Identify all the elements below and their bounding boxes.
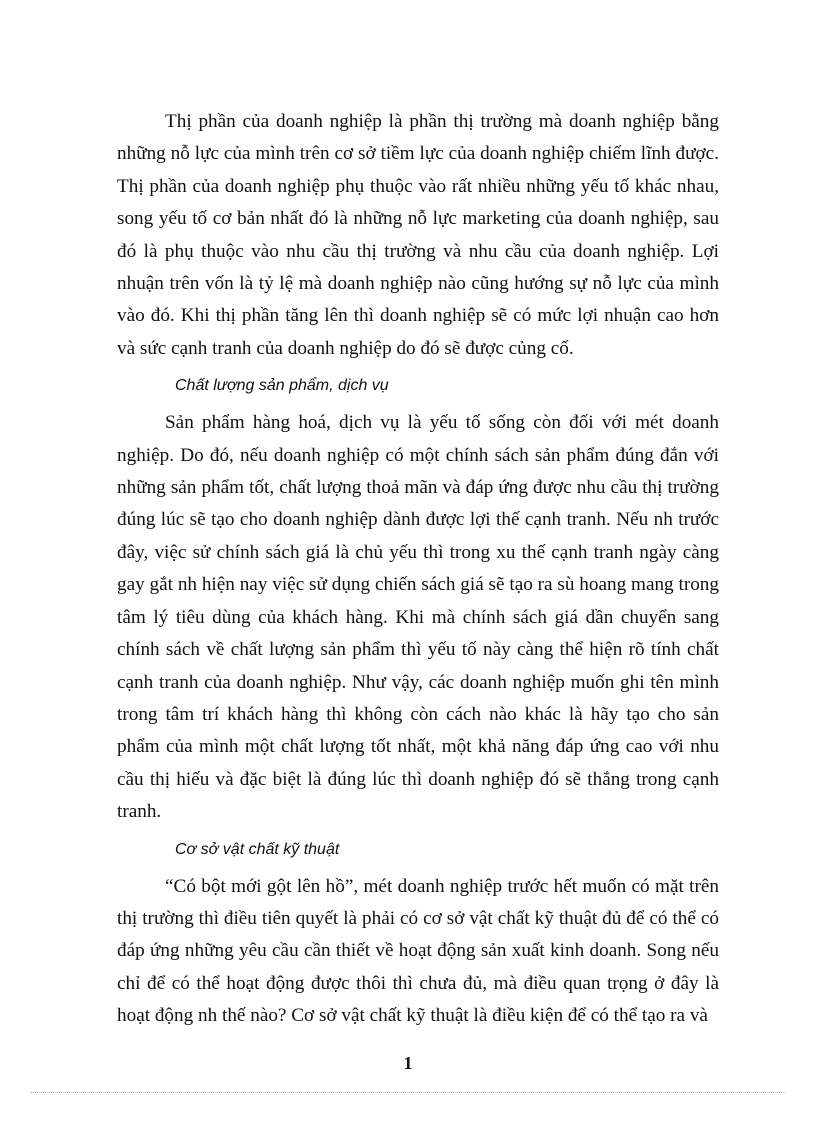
paragraph-technical-facilities: “Có bột mới gột lên hồ”, mét doanh nghiệp trước hết muốn có mặt trên thị trường thì điều tiên quyết là phải có cơ sở vật chất kỹ thuật đủ để có thể có đáp ứng những yêu cầu cần thiết về hoạt động sản xuất kinh doanh. Song nếu chỉ để có thể hoạt động được thôi thì chưa đủ, mà điều quan trọng ở đây là hoạt động nh thế nào? Cơ sở vật chất kỹ thuật là điều kiện để có thể tạo ra và xyxy=(117,875,719,1027)
paragraph-product-quality: Sản phẩm hàng hoá, dịch vụ là yếu tố sống còn đối với mét doanh nghiệp. Do đó, nếu doanh nghiệp có một chính sách sản phẩm đúng đắn với những sản phẩm tốt, chất lượng thoả mãn và đáp ứng được nhu cầu thị trường đúng lúc sẽ tạo cho doanh nghiệp dành được lợi thế cạnh tranh. Nếu nh trước đây, việc sử chính sách giá là chủ yếu thì trong xu thế cạnh tranh ngày càng gay gắt nh hiện nay việc sử dụng chiến sách giá sẽ tạo ra sù hoang mang trong tâm lý tiêu dùng của khách hàng. Khi mà chính sách giá dần chuyển sang chính sách về chất lượng sản phẩm thì yếu tố này càng thể hiện rõ tính chất cạnh tranh của doanh nghiệp. Như vậy, các doanh nghiệp muốn ghi tên mình trong tâm trí khách hàng thì không còn cách nào khác là hãy tạo cho sản phẩm của mình một chất lượng tốt nhất, một khả năng đáp ứng cao với nhu cầu thị hiếu và đặc biệt là đúng lúc thì doanh nghiệp đó sẽ thắng trong cạnh tranh. xyxy=(117,412,719,823)
page-number: 1 xyxy=(403,1053,413,1073)
heading-technical-facilities: Cơ sở vật chất kỹ thuật xyxy=(175,840,340,858)
paragraph-market-share: Thị phần của doanh nghiệp là phần thị trường mà doanh nghiệp bằng những nỗ lực của mình trên cơ sở tiềm lực của doanh nghiệp chiếm lĩnh được. Thị phần của doanh nghiệp phụ thuộc vào rất nhiều những yếu tố khác nhau, song yếu tố cơ bản nhất đó là những nỗ lực marketing của doanh nghiệp, sau đó là phụ thuộc vào nhu cầu thị trường và nhu cầu của doanh nghiệp. Lợi nhuận trên vốn là tỷ lệ mà doanh nghiệp nào cũng hướng sự nỗ lực của mình vào đó. Khi thị phần tăng lên thì doanh nghiệp sẽ có mức lợi nhuận cao hơn và sức cạnh tranh của doanh nghiệp do đó sẽ được củng cố. xyxy=(117,111,719,359)
page-content xyxy=(117,106,719,1033)
heading-product-quality: Chất lượng sản phẩm, dịch vụ xyxy=(175,377,389,395)
page-bottom-divider xyxy=(30,1092,786,1093)
